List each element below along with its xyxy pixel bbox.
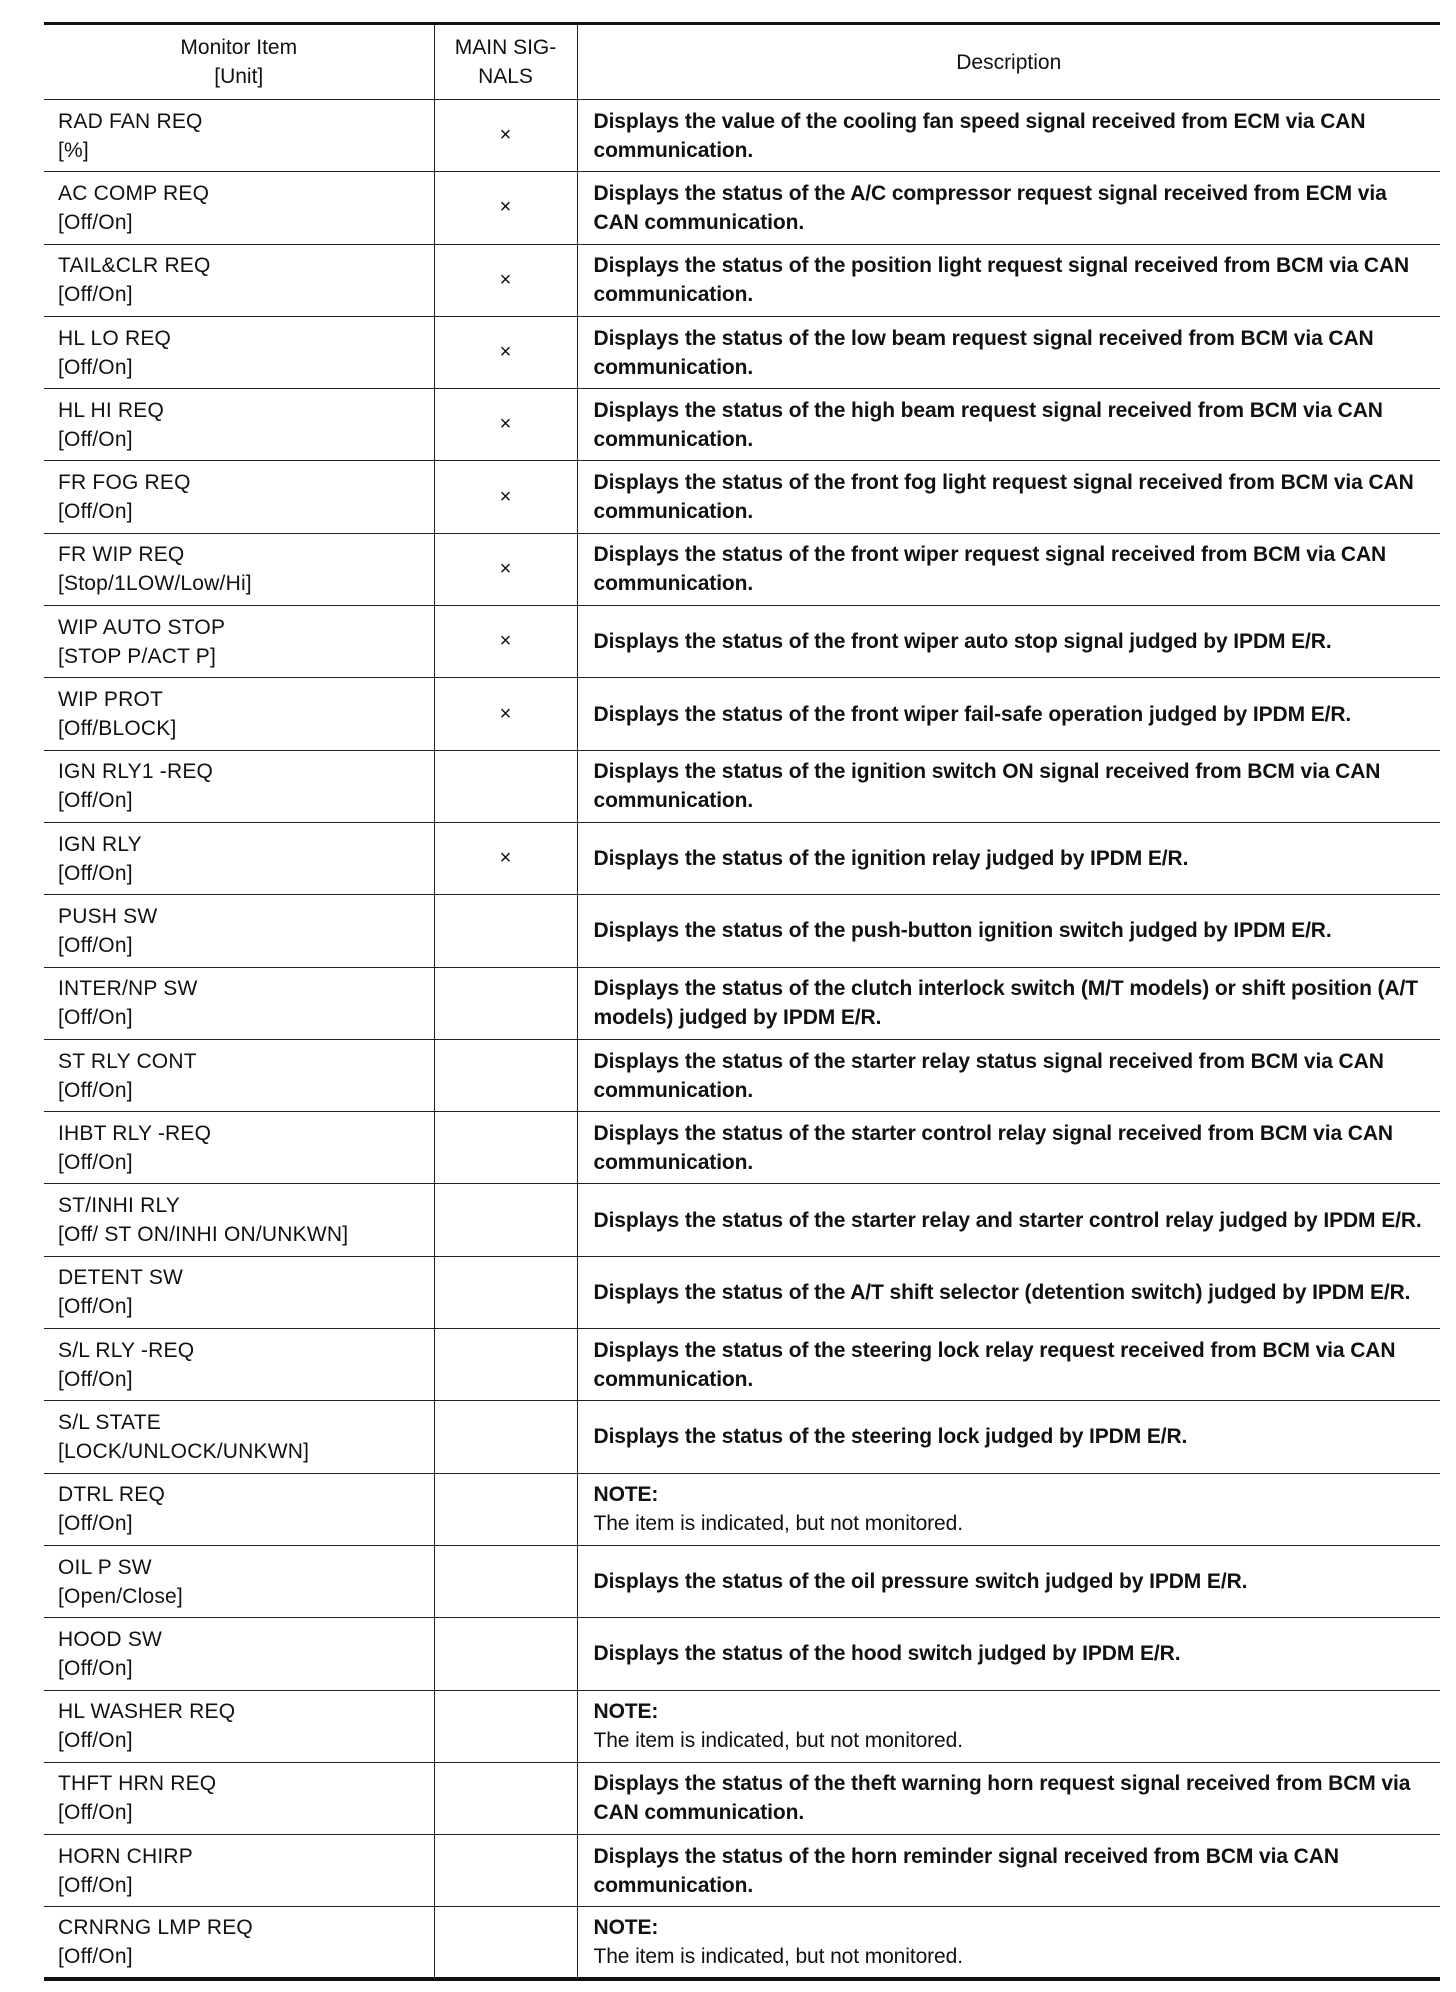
table-row xyxy=(44,1256,1440,1328)
table-row xyxy=(44,389,1440,461)
monitor-item-name: IGN RLY xyxy=(58,832,142,856)
main-signal-mark xyxy=(434,1329,577,1401)
monitor-item-name: AC COMP REQ xyxy=(58,181,210,205)
main-signal-mark xyxy=(434,1690,577,1762)
monitor-item-unit: [Off/On] xyxy=(58,283,133,307)
main-signal-mark: × xyxy=(434,316,577,388)
main-signal-mark xyxy=(434,1112,577,1184)
monitor-item-unit: [Off/On] xyxy=(58,427,133,451)
description-cell: Displays the status of the theft warning horn request signal received from BCM via CAN communication. xyxy=(577,1762,1440,1834)
table-row xyxy=(44,461,1440,533)
monitor-item-unit: [Off/On] xyxy=(58,1512,133,1536)
monitor-item-cell xyxy=(44,1762,434,1834)
monitor-item-cell xyxy=(44,1907,434,1979)
monitor-item-name: WIP PROT xyxy=(58,688,164,712)
description-cell: Displays the status of the ignition relay judged by IPDM E/R. xyxy=(577,822,1440,894)
monitor-item-name: IGN RLY1 -REQ xyxy=(58,760,214,784)
monitor-item-cell xyxy=(44,1401,434,1473)
monitor-item-unit: [Open/Close] xyxy=(58,1584,183,1608)
monitor-item-unit: [Off/On] xyxy=(58,1367,133,1391)
main-signal-mark xyxy=(434,1401,577,1473)
monitor-item-unit: [Off/On] xyxy=(58,355,133,379)
table-row xyxy=(44,967,1440,1039)
description-cell: Displays the status of the hood switch judged by IPDM E/R. xyxy=(577,1618,1440,1690)
main-signal-mark xyxy=(434,1835,577,1907)
note-label: NOTE: xyxy=(593,1483,659,1507)
monitor-item-name: HL HI REQ xyxy=(58,398,165,422)
description-cell: Displays the status of the low beam request signal received from BCM via CAN communication. xyxy=(577,316,1440,388)
monitor-item-cell xyxy=(44,1690,434,1762)
monitor-item-cell xyxy=(44,1545,434,1617)
monitor-item-name: PUSH SW xyxy=(58,904,158,928)
description-cell: Displays the status of the steering lock relay request received from BCM via CAN communication. xyxy=(577,1329,1440,1401)
note-text: The item is indicated, but not monitored. xyxy=(593,1729,963,1753)
monitor-item-cell xyxy=(44,750,434,822)
monitor-item-unit: [Off/On] xyxy=(58,861,133,885)
monitor-item-cell xyxy=(44,533,434,605)
description-cell: Displays the status of the starter relay and starter control relay judged by IPDM E/R. xyxy=(577,1184,1440,1256)
description-cell: Displays the status of the position light request signal received from BCM via CAN communication. xyxy=(577,244,1440,316)
header-monitor-item: Monitor Item [Unit] xyxy=(44,24,434,100)
table-row xyxy=(44,316,1440,388)
main-signal-mark: × xyxy=(434,533,577,605)
monitor-item-cell xyxy=(44,678,434,750)
description-cell xyxy=(577,1473,1440,1545)
monitor-item-unit: [Off/On] xyxy=(58,210,133,234)
monitor-item-name: OIL P SW xyxy=(58,1555,152,1579)
monitor-item-name: WIP AUTO STOP xyxy=(58,615,226,639)
monitor-item-unit: [Off/On] xyxy=(58,789,133,813)
note-text: The item is indicated, but not monitored. xyxy=(593,1945,963,1969)
table-row xyxy=(44,1401,1440,1473)
description-cell: Displays the status of the A/T shift selector (detention switch) judged by IPDM E/R. xyxy=(577,1256,1440,1328)
monitor-item-cell xyxy=(44,1835,434,1907)
monitor-item-unit: [Off/On] xyxy=(58,1945,133,1969)
monitor-item-unit: [STOP P/ACT P] xyxy=(58,644,217,668)
main-signal-mark xyxy=(434,1184,577,1256)
monitor-item-unit: [Off/On] xyxy=(58,1729,133,1753)
table-row xyxy=(44,895,1440,967)
monitor-item-name: HORN CHIRP xyxy=(58,1844,194,1868)
monitor-item-name: HL WASHER REQ xyxy=(58,1700,236,1724)
table-row xyxy=(44,822,1440,894)
table-row xyxy=(44,1690,1440,1762)
main-signal-mark: × xyxy=(434,244,577,316)
header-description: Description xyxy=(577,24,1440,100)
monitor-item-unit: [Off/ ST ON/INHI ON/UNKWN] xyxy=(58,1223,349,1247)
monitor-item-name: FR FOG REQ xyxy=(58,471,191,495)
description-cell: Displays the status of the high beam request signal received from BCM via CAN communication. xyxy=(577,389,1440,461)
monitor-item-unit: [Off/On] xyxy=(58,1295,133,1319)
description-cell: Displays the status of the front wiper request signal received from BCM via CAN communication. xyxy=(577,533,1440,605)
monitor-item-cell xyxy=(44,244,434,316)
monitor-item-name: ST RLY CONT xyxy=(58,1049,197,1073)
monitor-item-name: DTRL REQ xyxy=(58,1483,165,1507)
monitor-item-name: INTER/NP SW xyxy=(58,977,198,1001)
monitor-item-unit: [Off/On] xyxy=(58,1801,133,1825)
description-cell: Displays the status of the clutch interlock switch (M/T models) or shift position (A/T models) judged by IPDM E/R. xyxy=(577,967,1440,1039)
monitor-item-name: THFT HRN REQ xyxy=(58,1772,217,1796)
description-cell: Displays the status of the steering lock judged by IPDM E/R. xyxy=(577,1401,1440,1473)
main-signal-mark xyxy=(434,1256,577,1328)
description-cell: Displays the value of the cooling fan speed signal received from ECM via CAN communication. xyxy=(577,100,1440,172)
main-signal-mark: × xyxy=(434,389,577,461)
table-row xyxy=(44,1329,1440,1401)
description-cell: Displays the status of the ignition switch ON signal received from BCM via CAN communication. xyxy=(577,750,1440,822)
main-signal-mark xyxy=(434,895,577,967)
table-row xyxy=(44,750,1440,822)
table-row xyxy=(44,1545,1440,1617)
main-signal-mark xyxy=(434,1473,577,1545)
description-cell: Displays the status of the push-button ignition switch judged by IPDM E/R. xyxy=(577,895,1440,967)
table-row xyxy=(44,1112,1440,1184)
main-signal-mark: × xyxy=(434,606,577,678)
description-cell: Displays the status of the oil pressure switch judged by IPDM E/R. xyxy=(577,1545,1440,1617)
table-row xyxy=(44,678,1440,750)
monitor-item-unit: [Off/On] xyxy=(58,1078,133,1102)
table-row xyxy=(44,1907,1440,1979)
table-row xyxy=(44,100,1440,172)
description-cell: Displays the status of the A/C compressor request signal received from ECM via CAN communication. xyxy=(577,172,1440,244)
monitor-item-cell xyxy=(44,967,434,1039)
main-signal-mark xyxy=(434,1545,577,1617)
main-signal-mark: × xyxy=(434,461,577,533)
table-row xyxy=(44,244,1440,316)
table-row xyxy=(44,172,1440,244)
monitor-item-cell xyxy=(44,1039,434,1111)
monitor-item-unit: [Off/BLOCK] xyxy=(58,717,177,741)
main-signal-mark xyxy=(434,1618,577,1690)
table-row xyxy=(44,1618,1440,1690)
monitor-item-table xyxy=(44,22,1440,1981)
table-row xyxy=(44,1473,1440,1545)
table-row xyxy=(44,1835,1440,1907)
monitor-item-unit: [Off/On] xyxy=(58,500,133,524)
monitor-item-name: DETENT SW xyxy=(58,1266,184,1290)
main-signal-mark xyxy=(434,967,577,1039)
note-label: NOTE: xyxy=(593,1916,659,1940)
monitor-item-unit: [LOCK/UNLOCK/UNKWN] xyxy=(58,1439,310,1463)
monitor-item-cell xyxy=(44,389,434,461)
monitor-item-cell xyxy=(44,606,434,678)
description-cell xyxy=(577,1690,1440,1762)
monitor-item-unit: [Off/On] xyxy=(58,1656,133,1680)
monitor-item-cell xyxy=(44,1618,434,1690)
table-row xyxy=(44,1184,1440,1256)
description-cell: Displays the status of the horn reminder signal received from BCM via CAN communication. xyxy=(577,1835,1440,1907)
main-signal-mark xyxy=(434,1762,577,1834)
monitor-item-cell xyxy=(44,822,434,894)
monitor-item-cell xyxy=(44,1184,434,1256)
description-cell: Displays the status of the front wiper fail-safe operation judged by IPDM E/R. xyxy=(577,678,1440,750)
monitor-item-name: CRNRNG LMP REQ xyxy=(58,1916,253,1940)
monitor-item-cell xyxy=(44,172,434,244)
monitor-item-cell xyxy=(44,1473,434,1545)
table-row xyxy=(44,1039,1440,1111)
monitor-item-cell xyxy=(44,100,434,172)
table-row xyxy=(44,1762,1440,1834)
monitor-item-cell xyxy=(44,461,434,533)
monitor-item-unit: [Off/On] xyxy=(58,933,133,957)
main-signal-mark: × xyxy=(434,822,577,894)
monitor-item-name: RAD FAN REQ xyxy=(58,109,203,133)
monitor-item-name: IHBT RLY -REQ xyxy=(58,1121,212,1145)
main-signal-mark xyxy=(434,1907,577,1979)
description-cell: Displays the status of the front wiper auto stop signal judged by IPDM E/R. xyxy=(577,606,1440,678)
main-signal-mark xyxy=(434,1039,577,1111)
description-cell: Displays the status of the front fog light request signal received from BCM via CAN communication. xyxy=(577,461,1440,533)
monitor-item-name: ST/INHI RLY xyxy=(58,1194,180,1218)
monitor-item-cell xyxy=(44,316,434,388)
description-cell: Displays the status of the starter control relay signal received from BCM via CAN communication. xyxy=(577,1112,1440,1184)
monitor-item-name: S/L RLY -REQ xyxy=(58,1338,195,1362)
monitor-item-name: HOOD SW xyxy=(58,1627,163,1651)
table-row xyxy=(44,533,1440,605)
main-signal-mark xyxy=(434,750,577,822)
monitor-item-unit: [Off/On] xyxy=(58,1006,133,1030)
monitor-item-cell xyxy=(44,1256,434,1328)
monitor-item-name: S/L STATE xyxy=(58,1410,161,1434)
main-signal-mark: × xyxy=(434,172,577,244)
note-text: The item is indicated, but not monitored. xyxy=(593,1512,963,1536)
table-header-row xyxy=(44,24,1440,100)
monitor-item-cell xyxy=(44,1329,434,1401)
monitor-item-unit: [Off/On] xyxy=(58,1150,133,1174)
table-row xyxy=(44,606,1440,678)
monitor-item-unit: [Stop/1LOW/Low/Hi] xyxy=(58,572,252,596)
monitor-item-cell xyxy=(44,1112,434,1184)
description-cell: Displays the status of the starter relay status signal received from BCM via CAN communication. xyxy=(577,1039,1440,1111)
note-label: NOTE: xyxy=(593,1700,659,1724)
header-main-signals: MAIN SIG- NALS xyxy=(434,24,577,100)
description-cell xyxy=(577,1907,1440,1979)
monitor-item-unit: [Off/On] xyxy=(58,1873,133,1897)
monitor-item-name: TAIL&CLR REQ xyxy=(58,254,211,278)
main-signal-mark: × xyxy=(434,678,577,750)
monitor-item-name: HL LO REQ xyxy=(58,326,172,350)
monitor-item-name: FR WIP REQ xyxy=(58,543,185,567)
main-signal-mark: × xyxy=(434,100,577,172)
monitor-item-cell xyxy=(44,895,434,967)
monitor-item-unit: [%] xyxy=(58,138,89,162)
table-body xyxy=(44,100,1440,1980)
